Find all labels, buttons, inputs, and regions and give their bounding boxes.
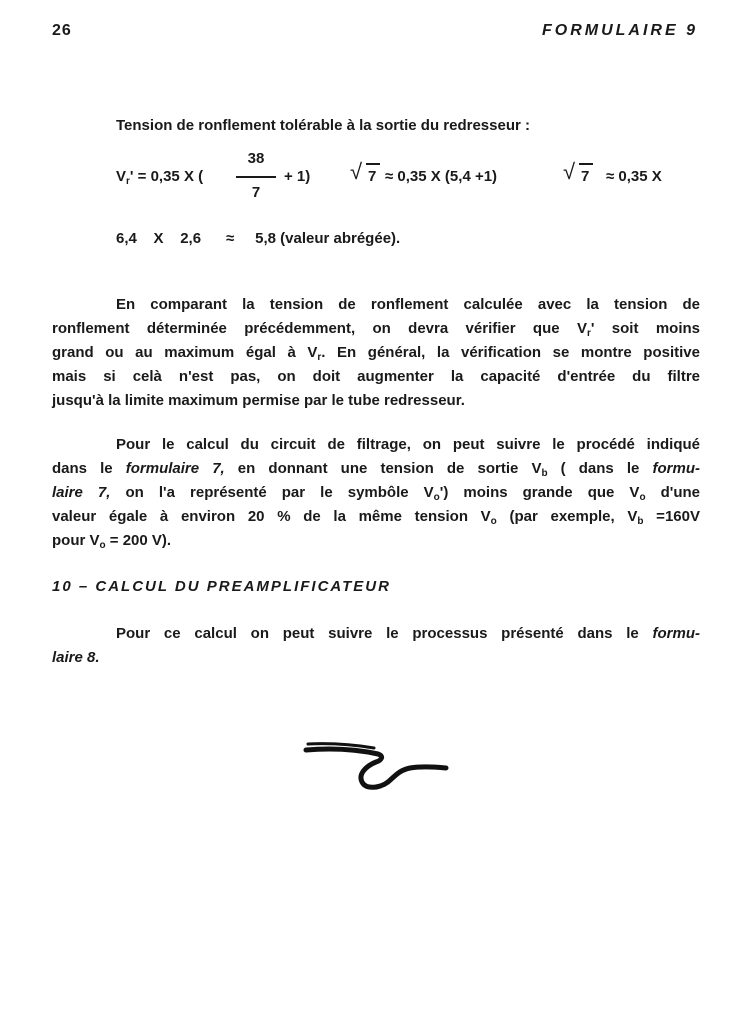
section-title: 10 – CALCUL DU PREAMPLIFICATEUR xyxy=(52,578,391,595)
equation-lhs: $V_r' = 0,35$ X ( xyxy=(116,168,204,187)
running-title: FORMULAIRE 9 xyxy=(542,22,698,39)
sqrt-radicand: 7 xyxy=(368,168,377,185)
fraction-denominator: 7 xyxy=(251,184,261,201)
text-line: pour $V_o = 200$ V). xyxy=(52,532,172,551)
text-line: mais si celà n'est pas, on doit augmenter la capacité d'entrée du filtre xyxy=(52,368,700,385)
sqrt-overline xyxy=(579,163,593,165)
reference-formulaire-7: formulaire 7, xyxy=(125,460,225,477)
sqrt-radicand: 7 xyxy=(581,168,590,185)
text-line: jusqu'à la limite maximum permise par le tube redresseur. xyxy=(52,392,465,409)
text-line: valeur égale à environ 20 % de la même tension $V_o$ (par exemple, $V_b =160V$ xyxy=(52,508,700,527)
text-line: Pour ce calcul on peut suivre le processus présenté dans le formu- xyxy=(116,625,700,642)
text-line: En comparant la tension de ronflement calculée avec la tension de xyxy=(116,296,700,313)
text-line: laire 7, on l'a représenté par le symbôle $V_o'$) moins grande que $V_o$ d'une xyxy=(52,484,701,503)
text-line: dans le formulaire 7, en donnant une tension de sortie $V_b$ ( dans le formu- xyxy=(52,460,700,479)
formula-intro: Tension de ronflement tolérable à la sortie du redresseur : xyxy=(116,117,530,134)
sqrt-icon: √ xyxy=(563,159,576,184)
page-number: 26 xyxy=(52,22,72,39)
fraction-numerator: 38 xyxy=(247,150,265,167)
sqrt-icon: √ xyxy=(350,159,363,184)
equation-middle: ≈ 0,35 X (5,4 +1) xyxy=(385,168,498,185)
sqrt-overline xyxy=(366,163,380,165)
text-line: Pour le calcul du circuit de filtrage, on peut suivre le procédé indiqué xyxy=(116,436,700,453)
text-line: laire 8. xyxy=(52,649,100,666)
text-line: grand ou au maximum égal à $V_r$. En général, la vérification se montre positive xyxy=(52,344,700,363)
text-line: ronflement déterminée précédemment, on devra vérifier que $V_r'$ soit moins xyxy=(52,320,700,339)
equation-line-2: 6,4 X 2,6 ≈ 5,8 (valeur abrégée). xyxy=(116,230,401,247)
equation-end: ≈ 0,35 X xyxy=(606,168,662,185)
handwritten-mark-icon xyxy=(300,740,450,810)
equation-plus-one: + 1) xyxy=(284,168,311,185)
fraction-bar xyxy=(236,176,276,178)
